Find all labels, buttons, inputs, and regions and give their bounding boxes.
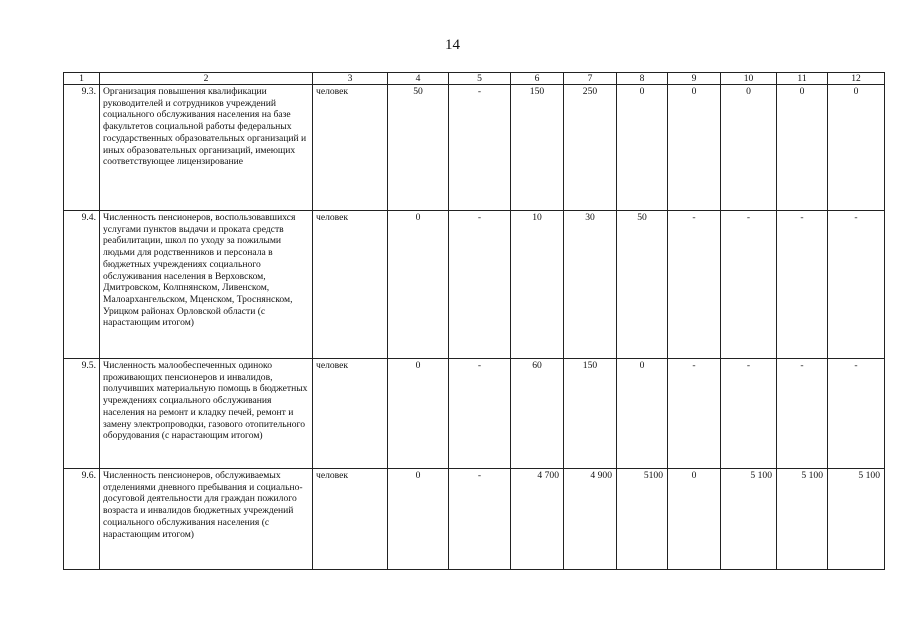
row-description: Организация повышения квалификации руководителей и сотрудников учреждений социального обслуживания населения на базе факультетов социальной работы федеральных государственных образовательных организаций и иных образовательных организаций, имеющих соответствующее лицензирование [100,85,313,211]
value-cell: - [668,211,721,359]
value-cell: 60 [511,359,564,469]
value-cell: - [449,469,511,570]
row-description: Численность пенсионеров, обслуживаемых отделениями дневного пребывания и социально-досуговой деятельности для граждан пожилого возраста и инвалидов бюджетных учреждений социального обслуживания населения (с нарастающим итогом) [100,469,313,570]
column-header: 7 [564,73,617,85]
value-cell: 0 [668,85,721,211]
value-cell: 4 700 [511,469,564,570]
row-unit: человек [313,211,388,359]
value-cell: - [828,359,885,469]
value-cell: 0 [388,211,449,359]
value-cell: - [449,85,511,211]
column-header: 6 [511,73,564,85]
value-cell: - [449,211,511,359]
value-cell: - [777,211,828,359]
value-cell: 4 900 [564,469,617,570]
column-header: 5 [449,73,511,85]
value-cell: - [828,211,885,359]
table-row [64,469,885,570]
value-cell: 250 [564,85,617,211]
value-cell: 5100 [617,469,668,570]
value-cell: 0 [777,85,828,211]
column-header: 9 [668,73,721,85]
value-cell: - [668,359,721,469]
row-index: 9.3. [64,85,100,211]
value-cell: 50 [388,85,449,211]
column-header: 12 [828,73,885,85]
row-description: Численность пенсионеров, воспользовавшихся услугами пунктов выдачи и проката средств реабилитации, школ по уходу за пожилыми людьми для родственников и персонала в бюджетных учреждениях социального обслуживания населения в Верховском, Дмитровском, Колпнянском, Ливенском, Малоархангельском, Мценском, Троснянском, Урицком районах Орловской области (с нарастающим итогом) [100,211,313,359]
row-unit: человек [313,359,388,469]
row-index: 9.6. [64,469,100,570]
page-number: 14 [445,37,460,53]
row-index: 9.4. [64,211,100,359]
value-cell: 0 [388,469,449,570]
value-cell: 30 [564,211,617,359]
value-cell: 0 [668,469,721,570]
value-cell: 10 [511,211,564,359]
value-cell: 150 [511,85,564,211]
row-unit: человек [313,469,388,570]
value-cell: - [721,211,777,359]
value-cell: - [449,359,511,469]
value-cell: 0 [617,359,668,469]
value-cell: - [721,359,777,469]
table-row [64,359,885,469]
value-cell: 5 100 [777,469,828,570]
value-cell: - [777,359,828,469]
column-header: 11 [777,73,828,85]
column-header: 3 [313,73,388,85]
value-cell: 0 [388,359,449,469]
table-row [64,211,885,359]
indicator-table [63,72,885,570]
row-unit: человек [313,85,388,211]
table-row [64,85,885,211]
value-cell: 0 [617,85,668,211]
column-header: 10 [721,73,777,85]
column-header: 8 [617,73,668,85]
value-cell: 5 100 [828,469,885,570]
table-header-row [64,73,885,85]
value-cell: 50 [617,211,668,359]
value-cell: 0 [721,85,777,211]
column-header: 4 [388,73,449,85]
row-index: 9.5. [64,359,100,469]
value-cell: 0 [828,85,885,211]
row-description: Численность малообеспеченных одиноко проживающих пенсионеров и инвалидов, получивших материальную помощь в бюджетных учреждениях социального обслуживания населения на ремонт и кладку печей, ремонт и замену электропроводки, газового отопительного оборудования (с нарастающим итогом) [100,359,313,469]
value-cell: 5 100 [721,469,777,570]
column-header: 1 [64,73,100,85]
value-cell: 150 [564,359,617,469]
column-header: 2 [100,73,313,85]
